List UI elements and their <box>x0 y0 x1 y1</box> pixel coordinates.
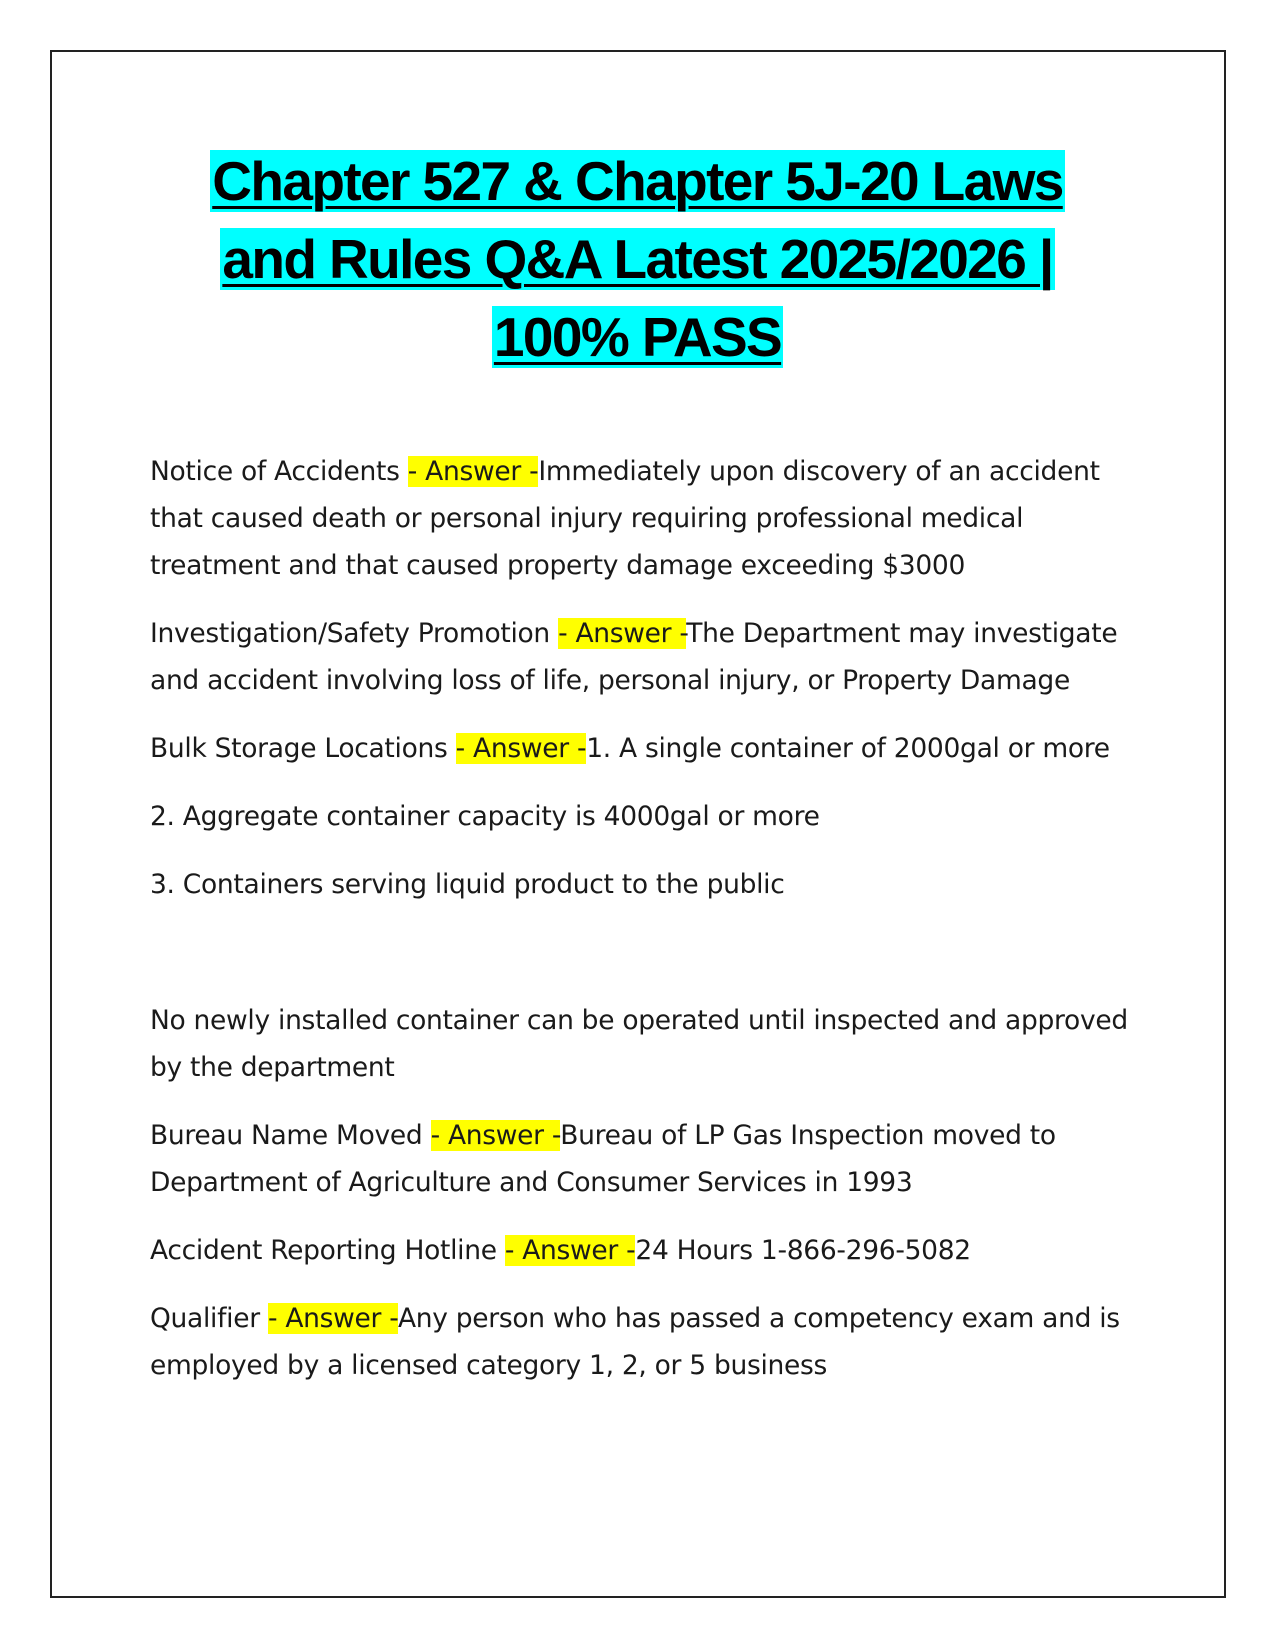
title-line-3: 100% PASS <box>493 306 782 368</box>
qa-item-bureau-name <box>150 1112 1140 1206</box>
question-text: Bulk Storage Locations <box>150 733 456 764</box>
qa-item-investigation <box>150 610 1140 704</box>
answer-marker: - Answer - <box>558 618 687 649</box>
answer-marker: - Answer - <box>455 733 587 764</box>
document-title <box>140 142 1135 376</box>
answer-text: 24 Hours 1-866-296-5082 <box>635 1235 971 1266</box>
answer-marker: - Answer - <box>407 456 539 487</box>
answer-text: Immediately upon discovery of an accident that caused death or personal injury requiring professional medical treatment and that caused property damage exceeding $3000 <box>150 456 1100 581</box>
document-body <box>150 448 1140 1410</box>
qa-item-notice-of-accidents <box>150 448 1140 589</box>
answer-text: 1. A single container of 2000gal or more <box>586 733 1110 764</box>
qa-item-hotline <box>150 1227 1140 1274</box>
question-text: Bureau Name Moved <box>150 1120 431 1151</box>
answer-text: The Department may investigate and accident involving loss of life, personal injury, or Property Damage <box>150 618 1118 696</box>
answer-text: Any person who has passed a competency exam and is employed by a licensed category 1, 2, or 5 business <box>150 1303 1120 1381</box>
bulk-storage-item-2: 2. Aggregate container capacity is 4000gal or more <box>150 801 820 832</box>
qa-item-qualifier <box>150 1295 1140 1389</box>
qa-item-bulk-storage <box>150 725 1140 772</box>
title-line-1: Chapter 527 & Chapter 5J-20 Laws <box>212 150 1063 212</box>
answer-marker: - Answer - <box>504 1235 636 1266</box>
bulk-storage-item-3: 3. Containers serving liquid product to the public <box>150 869 785 900</box>
question-text: Accident Reporting Hotline <box>150 1235 505 1266</box>
question-text: Investigation/Safety Promotion <box>150 618 559 649</box>
answer-marker: - Answer - <box>430 1120 561 1151</box>
answer-marker: - Answer - <box>267 1303 398 1334</box>
title-line-2: and Rules Q&A Latest 2025/2026 | <box>222 228 1053 290</box>
question-text: Notice of Accidents <box>150 456 408 487</box>
question-text: Qualifier <box>150 1303 268 1334</box>
blank-spacer <box>150 929 1140 997</box>
inspection-note: No newly installed container can be operated until inspected and approved by the department <box>150 1005 1128 1083</box>
answer-text: Bureau of LP Gas Inspection moved to Department of Agriculture and Consumer Services in 1993 <box>150 1120 1056 1198</box>
